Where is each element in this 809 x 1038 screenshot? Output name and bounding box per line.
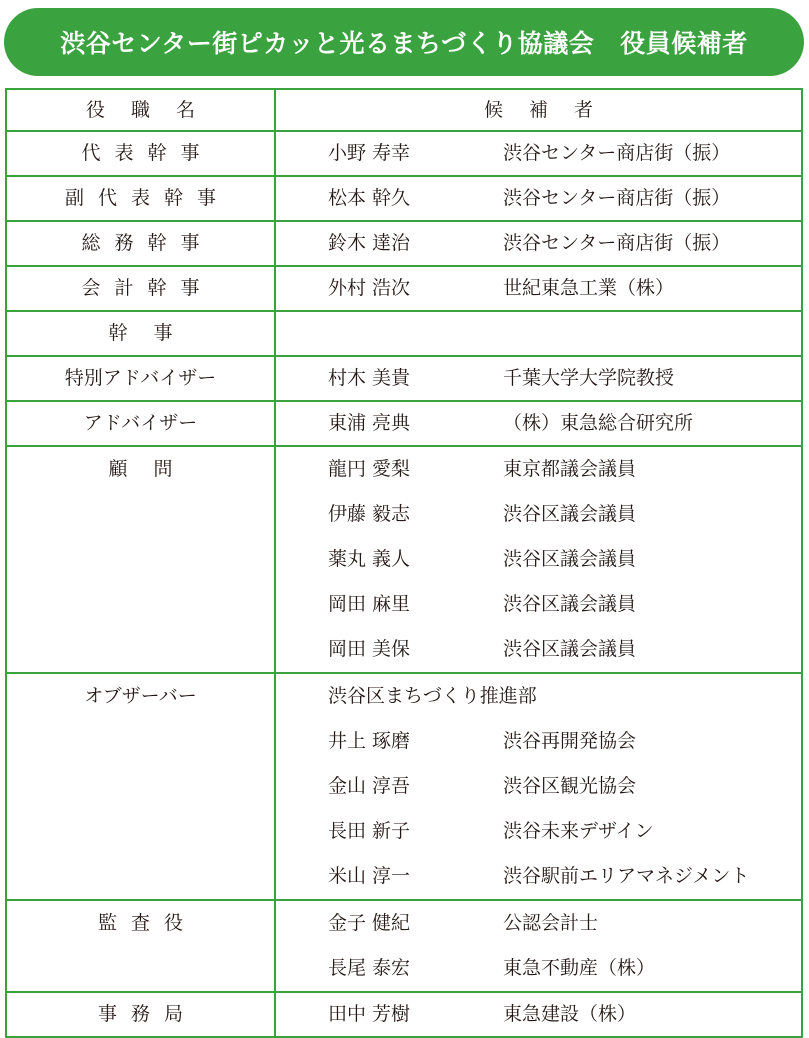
candidate-affiliation: 世紀東急工業（株） — [503, 277, 675, 299]
candidate-name: 龍円 愛梨 — [328, 458, 411, 480]
table-row — [6, 401, 802, 446]
role-cell — [6, 673, 275, 900]
candidate-affiliation: 渋谷区議会議員 — [503, 548, 637, 570]
candidate-entry — [276, 402, 801, 445]
empty-candidate — [276, 312, 801, 355]
table-row — [6, 221, 802, 266]
candidate-name: 薬丸 義人 — [328, 548, 411, 570]
candidate-entry — [276, 447, 801, 492]
role-label: オブザーバー — [84, 685, 197, 707]
candidate-affiliation: 渋谷区観光協会 — [503, 775, 637, 797]
candidate-cell — [275, 446, 802, 673]
candidate-cell — [275, 131, 802, 176]
header-role-cell — [6, 89, 275, 131]
table-row — [6, 673, 802, 900]
table-body — [6, 131, 802, 1037]
table-row — [6, 356, 802, 401]
candidate-entry — [276, 357, 801, 400]
candidate-cell — [275, 266, 802, 311]
role-cell — [6, 266, 275, 311]
candidate-name: 岡田 麻里 — [328, 593, 411, 615]
candidate-name: 渋谷区まちづくり推進部 — [328, 685, 537, 707]
candidate-cell — [275, 221, 802, 266]
candidate-affiliation: 渋谷未来デザイン — [503, 820, 654, 842]
candidate-entry — [276, 492, 801, 537]
role-cell — [6, 356, 275, 401]
candidate-entry — [276, 537, 801, 582]
role-cell — [6, 311, 275, 356]
candidate-cell — [275, 356, 802, 401]
candidate-affiliation: 渋谷センター商店街（振） — [503, 232, 731, 254]
role-label: 代表幹事 — [81, 142, 214, 164]
candidate-entry — [276, 719, 801, 764]
candidate-cell — [275, 992, 802, 1037]
candidate-entry — [276, 627, 801, 672]
table-row — [6, 446, 802, 673]
candidate-affiliation: （株）東急総合研究所 — [503, 412, 694, 434]
role-label: 監査役 — [97, 912, 197, 934]
candidate-entry — [276, 674, 801, 719]
candidate-affiliation: 渋谷センター商店街（振） — [503, 142, 731, 164]
title-banner — [4, 8, 804, 76]
role-cell — [6, 900, 275, 992]
candidate-affiliation: 公認会計士 — [503, 912, 599, 934]
candidate-cell — [275, 401, 802, 446]
candidate-cell — [275, 311, 802, 356]
candidate-list — [276, 177, 801, 220]
candidate-list — [276, 132, 801, 175]
candidate-cell — [275, 176, 802, 221]
role-cell — [6, 221, 275, 266]
role-label: アドバイザー — [83, 412, 198, 434]
header-role-label: 役職名 — [85, 99, 221, 121]
candidate-cell — [275, 673, 802, 900]
candidate-name: 長田 新子 — [328, 820, 411, 842]
candidate-name: 東浦 亮典 — [328, 412, 411, 434]
role-label: 副代表幹事 — [64, 187, 230, 209]
table-row — [6, 900, 802, 992]
candidate-name: 長尾 泰宏 — [328, 957, 411, 979]
candidate-list — [276, 357, 801, 400]
role-cell — [6, 401, 275, 446]
candidate-affiliation: 東急不動産（株） — [503, 957, 656, 979]
candidate-list — [276, 267, 801, 310]
role-label: 特別アドバイザー — [64, 367, 217, 389]
table-row — [6, 992, 802, 1037]
candidate-entry — [276, 267, 801, 310]
page-subtitle: 役員候補者 — [620, 29, 748, 58]
header-candidate-cell — [275, 89, 802, 131]
role-cell — [6, 446, 275, 673]
candidate-name: 外村 浩次 — [328, 277, 411, 299]
candidate-affiliation: 渋谷駅前エリアマネジメント — [503, 865, 750, 887]
header-candidate-label: 候補者 — [483, 99, 619, 121]
candidate-list — [276, 447, 801, 672]
candidate-name: 米山 淳一 — [328, 865, 411, 887]
page-title: 渋谷センター街ピカッと光るまちづくり協議会 — [60, 29, 595, 58]
candidate-list — [276, 402, 801, 445]
role-label: 幹事 — [108, 322, 199, 344]
candidate-name: 村木 美貴 — [328, 367, 411, 389]
candidate-entry — [276, 764, 801, 809]
role-label: 事務局 — [97, 1003, 197, 1025]
role-label: 総務幹事 — [81, 232, 214, 254]
table-row — [6, 176, 802, 221]
candidate-name: 田中 芳樹 — [328, 1003, 411, 1025]
candidate-affiliation: 渋谷区議会議員 — [503, 503, 637, 525]
role-label: 顧問 — [108, 458, 199, 480]
candidate-affiliation: 東急建設（株） — [503, 1003, 637, 1025]
candidate-entry — [276, 901, 801, 946]
candidate-name: 鈴木 達治 — [328, 232, 411, 254]
candidate-name: 金子 健紀 — [328, 912, 411, 934]
candidate-entry — [276, 177, 801, 220]
candidate-cell — [275, 900, 802, 992]
candidate-name: 岡田 美保 — [328, 638, 411, 660]
role-cell — [6, 131, 275, 176]
candidate-affiliation: 渋谷区議会議員 — [503, 593, 637, 615]
candidate-list — [276, 901, 801, 991]
candidate-entry — [276, 132, 801, 175]
candidate-entry — [276, 854, 801, 899]
role-cell — [6, 176, 275, 221]
candidate-list — [276, 222, 801, 265]
candidate-entry — [276, 809, 801, 854]
candidate-entry — [276, 946, 801, 991]
candidate-affiliation: 東京都議会議員 — [503, 458, 637, 480]
candidate-list — [276, 993, 801, 1036]
candidate-name: 金山 淳吾 — [328, 775, 411, 797]
role-label: 会計幹事 — [81, 277, 214, 299]
role-cell — [6, 992, 275, 1037]
candidate-name: 伊藤 毅志 — [328, 503, 411, 525]
table-header-row — [6, 89, 802, 131]
candidate-entry — [276, 222, 801, 265]
candidate-affiliation: 千葉大学大学院教授 — [503, 367, 675, 389]
candidate-list — [276, 674, 801, 899]
table-row — [6, 131, 802, 176]
candidate-entry — [276, 582, 801, 627]
candidate-name: 松本 幹久 — [328, 187, 411, 209]
candidate-affiliation: 渋谷再開発協会 — [503, 730, 637, 752]
candidate-name: 小野 寿幸 — [328, 142, 411, 164]
officer-candidates-table — [5, 88, 803, 1038]
table-row — [6, 311, 802, 356]
candidate-entry — [276, 993, 801, 1036]
candidate-affiliation: 渋谷センター商店街（振） — [503, 187, 731, 209]
candidate-affiliation: 渋谷区議会議員 — [503, 638, 637, 660]
candidate-name: 井上 琢磨 — [328, 730, 411, 752]
table-row — [6, 266, 802, 311]
